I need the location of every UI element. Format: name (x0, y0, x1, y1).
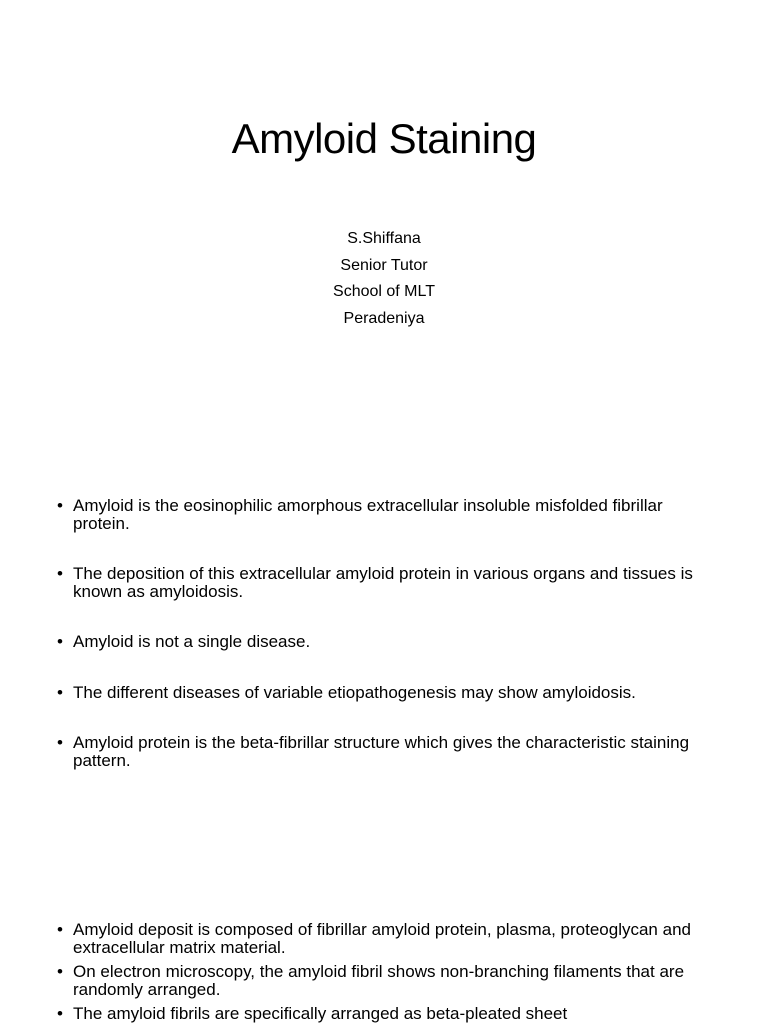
bullet-item (57, 921, 717, 956)
bullet-icon: • (57, 632, 63, 651)
bullet-icon: • (57, 962, 63, 981)
bullet-icon: • (57, 1004, 63, 1023)
presentation-title: Amyloid Staining (231, 115, 537, 162)
bullet-icon: • (57, 682, 63, 702)
author-school: School of MLT (333, 283, 435, 300)
bullet-text: On electron microscopy, the amyloid fibril shows non-branching filaments that are randomly arranged. (73, 962, 685, 999)
bullet-list (57, 497, 717, 802)
bullet-item (57, 1005, 717, 1023)
bullet-text: Amyloid is the eosinophilic amorphous extracellular insoluble misfolded fibrillar protein. (73, 496, 663, 533)
bullet-item (57, 734, 717, 769)
bullet-text: Amyloid is not a single disease. (73, 632, 311, 651)
bullet-item (57, 497, 717, 532)
bullet-text: Amyloid deposit is composed of fibrillar amyloid protein, plasma, proteoglycan and extracellular matrix material. (73, 920, 691, 957)
bullet-icon: • (57, 564, 63, 583)
bullet-text: Amyloid protein is the beta-fibrillar structure which gives the characteristic staining pattern. (73, 733, 690, 770)
author-location: Peradeniya (343, 309, 425, 327)
bullet-icon: • (57, 733, 63, 752)
bullet-text: The different diseases of variable etiopathogenesis may show amyloidosis. (73, 682, 636, 702)
bullet-icon: • (57, 920, 63, 939)
bullet-item (57, 684, 717, 702)
bullet-icon: • (57, 496, 63, 515)
title-slide (0, 0, 768, 440)
author-name: S.Shiffana (347, 230, 421, 247)
bullet-list (57, 921, 717, 1030)
bullet-text: The deposition of this extracellular amyloid protein in various organs and tissues is known as amyloidosis. (73, 564, 693, 601)
structure-slide (0, 880, 768, 1024)
definition-slide (0, 440, 768, 880)
author-position: Senior Tutor (340, 256, 428, 274)
bullet-item (57, 963, 717, 998)
bullet-text: The amyloid fibrils are specifically arranged as beta-pleated sheet (73, 1004, 568, 1023)
author-info (0, 226, 768, 332)
bullet-item (57, 633, 717, 651)
bullet-item (57, 565, 717, 600)
